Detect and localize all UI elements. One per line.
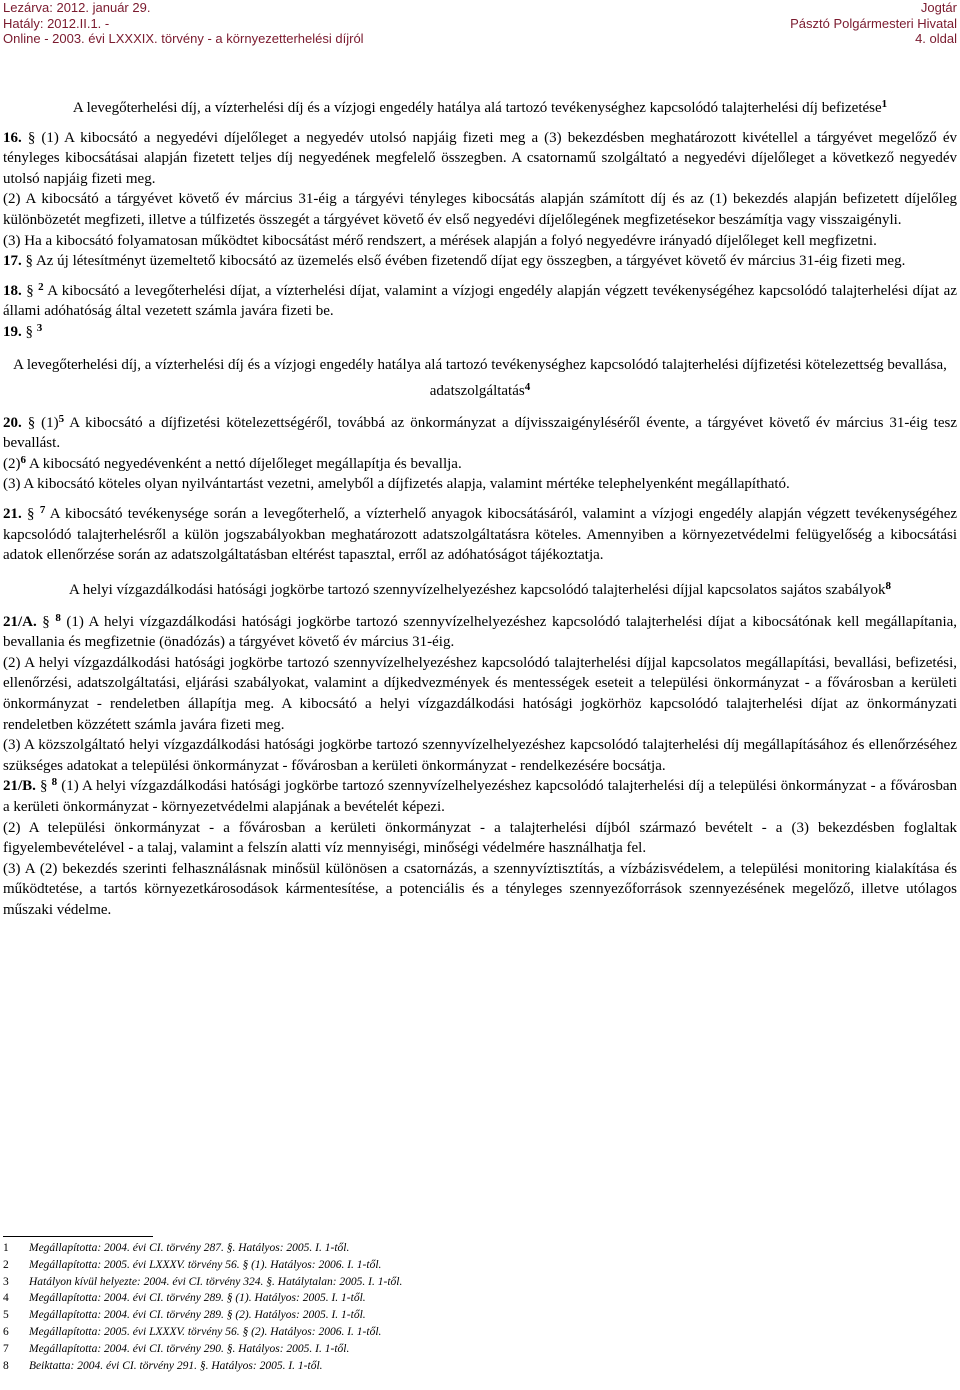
footnote-ref[interactable]: 5	[58, 412, 65, 425]
paragraph-20-3: (3) A kibocsátó köteles olyan nyilvántartást vezetni, amelyből a díjfizetés alapja, valamint mértéke telephelyenként megállapítható.	[3, 476, 790, 493]
footnote-ref[interactable]: 8	[885, 579, 891, 592]
section-number: 20.	[3, 414, 22, 431]
section-sign-link[interactable]: §	[27, 129, 36, 146]
section-sign-link[interactable]: §	[26, 282, 34, 299]
footnotes	[3, 1240, 957, 1374]
paragraph-17: 17. § Az új létesítményt üzemeltető kibocsátó az üzemelés első évében fizetendő díjat egy összegben, a tárgyévet követő év március 31-éig fizeti meg.	[3, 253, 906, 270]
paragraph-19	[3, 322, 957, 343]
paragraph-20-1: 20. § $(1)^5$ A kibocsátó a díjfizetési kötelezettségéről, továbbá az önkormányzat a díjvisszaigényléséről évente, a tárgyévet követő év március 31-éig tesz bevallást.	[3, 412, 957, 452]
section-sign-link[interactable]: §	[27, 414, 36, 431]
footnote-ref[interactable]: 7	[39, 503, 46, 516]
footnote-item: 4 Megállapította: 2004. évi CI. törvény 289. § (1). Hatályos: 2005. I. 1-től.	[3, 1292, 366, 1305]
footnote-divider	[3, 1236, 153, 1237]
header-law-title: Online - 2003. évi LXXXIX. törvény - a környezetterhelési díjról	[3, 31, 364, 46]
footnote-ref[interactable]: 3	[36, 322, 43, 334]
header-right	[790, 0, 957, 47]
header-left	[3, 0, 364, 47]
header-publisher: Jogtár	[920, 0, 957, 15]
paragraph-21b-2: (2) A települési önkormányzat - a fővárosban a kerületi önkormányzat - a talajterhelési díjból származó bevételt - a (3) bekezdésben foglaltak figyelembevételével - a talaj, valamint a felszín alatti víz mennyiségi, minőségi védelmére használhatja fel.	[3, 819, 957, 857]
section-heading: A levegőterhelési díj, a vízterhelési díj és a vízjogi engedély hatálya alá tartozó tevékenységhez kapcsolódó talajterhelési díj befizetése$^1$	[72, 98, 888, 116]
paragraph-16-2: (2) A kibocsátó a tárgyévet követő év március 31-éig a tárgyévi tényleges kibocsátás alapján számított díj és az (1) bekezdés alapján befizetett díjelőleg különbözetét megfizeti, illetve a túlfizetés összegét a tárgyévet követő év első negyedévi díjelőlegének megfizetésekor beszámítja vagy visszaigényli.	[3, 191, 957, 228]
header-effective-date: Hatály: 2012.II.1. -	[3, 15, 110, 31]
footnote-ref[interactable]: 8	[55, 611, 61, 624]
header-office: Pásztó Polgármesteri Hivatal	[790, 15, 957, 31]
header-page-number: 4. oldal	[915, 31, 957, 46]
section-number: 17.	[3, 253, 22, 270]
paragraph-21b-1: 21/B. § $^8$ (1) A helyi vízgazdálkodási hatósági jogkörbe tartozó szennyvízelhelyezéshez kapcsolódó talajterhelési díj a települési önkormányzat - a fővárosban a kerületi önkormányzat - környezetvédelmi alapjának a bevételét képezi.	[3, 776, 958, 816]
footnote-item: 7 Megállapította: 2004. évi CI. törvény 290. §. Hatályos: 2005. I. 1-től.	[3, 1342, 350, 1355]
paragraph-21a-1: 21/A. § $^8$ (1) A helyi vízgazdálkodási hatósági jogkörbe tartozó szennyvízelhelyezéshez kapcsolódó talajterhelési díjat a kibocsátónak kell megállapítania, bevallania és megfizetnie (önadózás) a tárgyévet követő év március 31-éig.	[3, 611, 958, 651]
paragraph-16-3: (3) Ha a kibocsátó folyamatosan működtet kibocsátást mérő rendszert, a mérések alapján a folyó negyedévre irányadó díjelőleget kell megfizetni.	[3, 232, 877, 249]
paragraph-21b-3: (3) A (2) bekezdés szerinti felhasználásnak minősül különösen a csatornázás, a szennyvíztisztítás, a vízbázisvédelem, a települési monitoring kialakítása és működtetése, a tartós környezetkárosodások kármentesítése, a potenciális és a tényleges szennyezőforrások szennyezésének megelőző, illetve utólagos műszaki védelme.	[3, 860, 957, 918]
section-number: 19.	[3, 323, 22, 340]
section-sign-link[interactable]: §	[42, 613, 50, 630]
paragraph-16-1: 16. § (1) A kibocsátó a negyedévi díjelőleget a negyedév utolsó napjáig fizeti meg a (3) bekezdésben meghatározott kivétellel a tárgyévet megelőző év tényleges kibocsátásai alapján fizetett teljes díj negyedének megfelelő összegben. A csatornamű szolgáltató a negyedévi díjelőleget a következő negyedév utolsó napjáig fizeti meg.	[3, 129, 957, 187]
footnote-ref[interactable]: 1	[881, 98, 888, 111]
section-sign-link[interactable]: §	[25, 253, 33, 270]
header-closed-date: Lezárva: 2012. január 29.	[3, 0, 151, 15]
footnote-item: 3 Hatályon kívül helyezte: 2004. évi CI. törvény 324. §. Hatálytalan: 2005. I. 1-től.	[3, 1275, 403, 1288]
footnote-ref[interactable]: 8	[51, 776, 58, 789]
section-number: 21/B.	[3, 778, 36, 795]
footnote-item: 5 Megállapította: 2004. évi CI. törvény 289. § (2). Hatályos: 2005. I. 1-től.	[3, 1309, 366, 1322]
section-heading: A levegőterhelési díj, a vízterhelési díj és a vízjogi engedély hatálya alá tartozó tevékenységhez kapcsolódó talajterhelési díjfizetési kötelezettség bevallása, adatszolgáltatás$^4$	[13, 356, 947, 399]
paragraph-21a-2: (2) A helyi vízgazdálkodási hatósági jogkörbe tartozó szennyvízelhelyezéshez kapcsolódó talajterhelési díjjal kapcsolatos megállapítási, bevallási, befizetési, ellenőrzési, adatszolgáltatási, eljárási szabályokat, valamint a díjkedvezmények és mentességek eseteit a települési önkormányzat - a fővárosban a kerületi önkormányzat - rendeletben állapítja meg. A kibocsátó a helyi vízgazdálkodási hatósági jogkörhöz kapcsolódó talajterhelési díjat az önkormányzati rendeletben közzétett számla javára fizeti meg.	[3, 654, 957, 733]
section-number: 21/A.	[3, 613, 37, 630]
footnote-item: 2 Megállapította: 2005. évi LXXXV. törvény 56. § (1). Hatályos: 2006. I. 1-től.	[3, 1258, 382, 1271]
paragraph-20-2: $(2)^6$ A kibocsátó negyedévenként a nettó díjelőleget megállapítja és bevallja.	[3, 453, 462, 472]
section-number: 18.	[3, 282, 22, 299]
document-body	[3, 98, 957, 921]
footnote-item: 8 Beiktatta: 2004. évi CI. törvény 291. §. Hatályos: 2005. I. 1-től.	[3, 1359, 323, 1372]
section-number: 21.	[3, 505, 22, 522]
paragraph-21: 21. § $^7$ A kibocsátó tevékenysége során a levegőterhelő, a vízterhelő anyagok kibocsátásáról, valamint a vízjogi engedély alapján végzett tevékenységéhez kapcsolódó talajterhelésről a külön jogszabályokban meghatározott adatszolgáltatásra köteles. Amennyiben a környezetvédelmi felügyelőség a kibocsátási adatok ellenőrzése során az adatszolgáltatásban eltérést tapasztal, erről az adóhatóságot tájékoztatja.	[3, 503, 958, 564]
paragraph-18: 18. § $^2$ A kibocsátó a levegőterhelési díjat, a vízterhelési díjat, valamint a vízjogi engedély alapján végzett tevékenységéhez kapcsolódó talajterhelési díjat az állami adóhatóság által vezetett számla javára fizeti be.	[3, 280, 957, 320]
section-heading: A helyi vízgazdálkodási hatósági jogkörbe tartozó szennyvízelhelyezéshez kapcsolódó talajterhelési díjjal kapcsolatos sajátos szabályok$^8$	[69, 579, 891, 598]
footnote-ref[interactable]: 6	[20, 453, 26, 466]
paragraph-21a-3: (3) A közszolgáltató helyi vízgazdálkodási hatósági jogkörbe tartozó szennyvízelhelyezéshez kapcsolódó talajterhelési díj megállapításához és ellenőrzéséhez szükséges adatokat a települési önkormányzat - fővárosban a kerületi önkormányzat - rendelkezésére bocsátja.	[3, 737, 957, 774]
footnote-ref[interactable]: 4	[524, 380, 531, 393]
section-number: 16.	[3, 129, 22, 146]
footnote-ref[interactable]: 2	[38, 280, 44, 293]
footnote-item: 6 Megállapította: 2005. évi LXXXV. törvény 56. § (2). Hatályos: 2006. I. 1-től.	[3, 1325, 382, 1338]
section-sign-link[interactable]: §	[25, 323, 33, 340]
section-sign-link[interactable]: §	[27, 505, 35, 522]
footnote-item: 1 Megállapította: 2004. évi CI. törvény 287. §. Hatályos: 2005. I. 1-től.	[3, 1242, 350, 1254]
section-sign-link[interactable]: §	[40, 778, 48, 795]
